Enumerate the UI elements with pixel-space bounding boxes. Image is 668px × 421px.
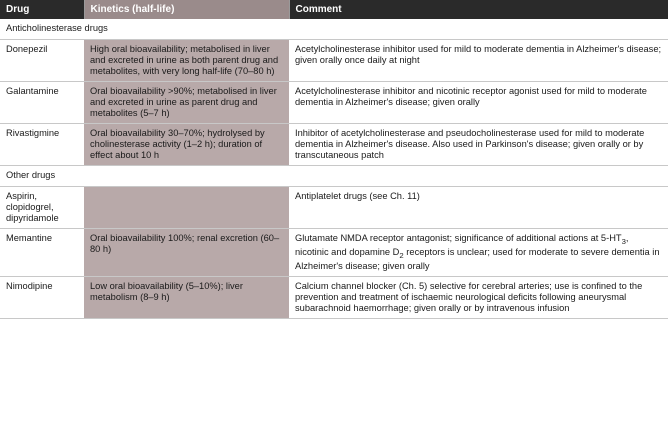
kinetics-cell: Oral bioavailability 30–70%; hydrolysed by cholinesterase activity (1–2 h); duration of effect about 10 h (84, 124, 289, 166)
table-row (0, 276, 668, 318)
comment-cell: Calcium channel blocker (Ch. 5) selective for cerebral arteries; use is confined to the prevention and treatment of ischaemic neurological deficits following aneurysmal subarachnoid haemorrhage; given orally or by intravenous infusion (289, 276, 668, 318)
table-row (0, 187, 668, 229)
kinetics-cell (84, 187, 289, 229)
header-comment: Comment (289, 0, 668, 19)
section-row (0, 166, 668, 187)
subscript: 3 (621, 236, 626, 246)
header-kinetics: Kinetics (half-life) (84, 0, 289, 19)
comment-cell: Inhibitor of acetylcholinesterase and pseudocholinesterase used for mild to moderate dementia in Alzheimer's disease. Also used in Parkinson's disease; given orally or by transcutaneous patch (289, 124, 668, 166)
comment-text: Glutamate NMDA receptor antagonist; significance of additional actions at 5-HT (295, 233, 622, 243)
comment-cell: Acetylcholinesterase inhibitor used for mild to moderate dementia in Alzheimer's disease; given orally once daily at night (289, 40, 668, 82)
header-row (0, 0, 668, 19)
kinetics-cell: Oral bioavailability >90%; metabolised in liver and excreted in urine as parent drug and metabolites (5–7 h) (84, 82, 289, 124)
drug-name: Galantamine (0, 82, 84, 124)
table-row (0, 40, 668, 82)
table-row (0, 82, 668, 124)
table-row (0, 229, 668, 277)
comment-text: receptors is unclear; used for moderate to severe dementia in Alzheimer's disease; given orally (295, 246, 660, 271)
kinetics-cell: Low oral bioavailability (5–10%); liver metabolism (8–9 h) (84, 276, 289, 318)
kinetics-cell: High oral bioavailability; metabolised in liver and excreted in urine as both parent drug and metabolites, with very long half-life (70–80 h) (84, 40, 289, 82)
subscript: 2 (399, 250, 404, 260)
kinetics-cell: Oral bioavailability 100%; renal excretion (60–80 h) (84, 229, 289, 277)
drug-name: Donepezil (0, 40, 84, 82)
drug-name: Memantine (0, 229, 84, 277)
comment-cell: Antiplatelet drugs (see Ch. 11) (289, 187, 668, 229)
section-title: Anticholinesterase drugs (0, 19, 668, 40)
comment-cell: Acetylcholinesterase inhibitor and nicotinic receptor agonist used for mild to moderate dementia in Alzheimer's disease; given orally (289, 82, 668, 124)
table-row (0, 124, 668, 166)
section-row (0, 19, 668, 40)
drug-name: Rivastigmine (0, 124, 84, 166)
header-drug: Drug (0, 0, 84, 19)
comment-cell (289, 229, 668, 277)
drug-name: Nimodipine (0, 276, 84, 318)
section-title: Other drugs (0, 166, 668, 187)
comment-text: , nicotinic and dopamine D (295, 233, 629, 257)
drug-name: Aspirin, clopidogrel, dipyridamole (0, 187, 84, 229)
